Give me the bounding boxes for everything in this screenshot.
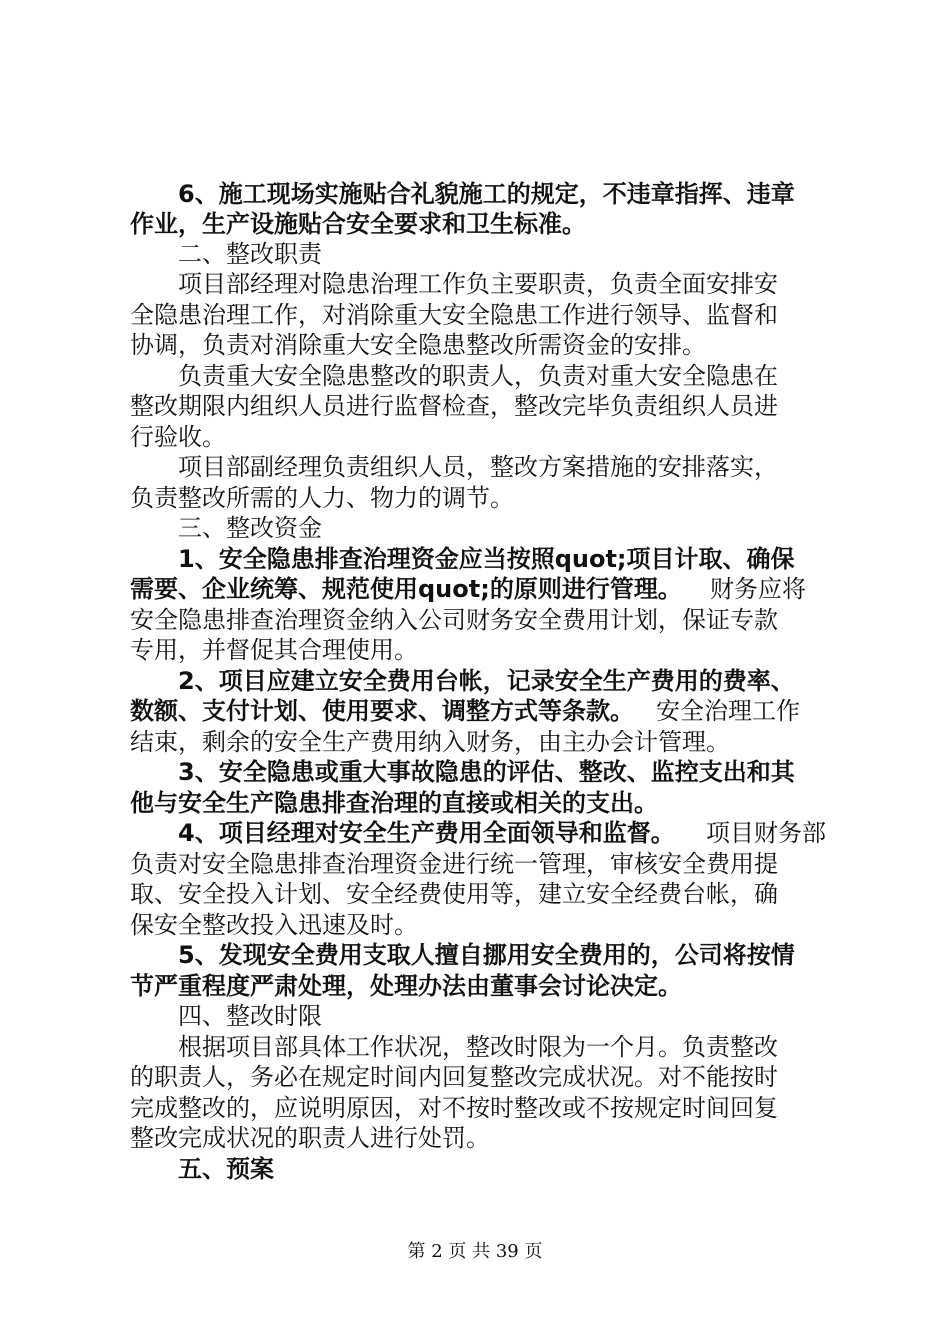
line-text: 项目部副经理负责组织人员，整改方案措施的安排落实， <box>178 453 778 481</box>
line-text: 的职责人，务必在规定时间内回复整改完成状况。对不能按时 <box>130 1063 778 1091</box>
heading-text: 五、预案 <box>178 1155 274 1183</box>
line-text: 6、施工现场实施贴合礼貌施工的规定，不违章指挥、违章 <box>178 180 795 208</box>
line-text: 行验收。 <box>130 423 226 451</box>
line-text: 专用，并督促其合理使用。 <box>130 636 418 664</box>
line-text: 负责对安全隐患排查治理资金进行统一管理，审核安全费用提 <box>130 850 778 878</box>
line-text-normal: 安全治理工作 <box>656 697 800 725</box>
line-text: 保安全整改投入迅速及时。 <box>130 911 418 939</box>
line-text: 整改完成状况的职责人进行处罚。 <box>130 1124 490 1152</box>
line-text: 1、安全隐患排查治理资金应当按照quot;项目计取、确保 <box>178 545 795 573</box>
line-text: 协调，负责对消除重大安全隐患整改所需资金的安排。 <box>130 331 706 359</box>
line-text: 取、安全投入计划、安全经费使用等，建立安全经费台帐，确 <box>130 880 778 908</box>
heading-text: 四、整改时限 <box>178 1002 322 1030</box>
line-text: 项目部经理对隐患治理工作负主要职责，负责全面安排安 <box>178 270 778 298</box>
page-footer: 第 2 页 共 39 页 <box>407 1241 543 1262</box>
line-text: 整改期限内组织人员进行监督检查，整改完毕负责组织人员进 <box>130 392 778 420</box>
line-text: 全隐患治理工作，对消除重大安全隐患工作进行领导、监督和 <box>130 301 778 329</box>
line-text: 5、发现安全费用支取人擅自挪用安全费用的，公司将按情 <box>178 941 795 969</box>
line-text-normal: 项目财务部 <box>706 819 826 847</box>
line-text: 负责重大安全隐患整改的职责人，负责对重大安全隐患在 <box>178 362 778 390</box>
line-text-bold: 4、项目经理对安全生产费用全面领导和监督。 <box>178 819 675 847</box>
line-text: 完成整改的，应说明原因，对不按时整改或不按规定时间回复 <box>130 1094 778 1122</box>
heading-text: 三、整改资金 <box>178 514 322 542</box>
line-text: 安全隐患排查治理资金纳入公司财务安全费用计划，保证专款 <box>130 606 778 634</box>
line-text: 2、项目应建立安全费用台帐，记录安全生产费用的费率、 <box>178 667 795 695</box>
heading-text: 二、整改职责 <box>178 240 322 268</box>
line-text: 节严重程度严肃处理，处理办法由董事会讨论决定。 <box>130 972 682 1000</box>
line-text-bold: 需要、企业统筹、规范使用quot;的原则进行管理。 <box>130 575 682 603</box>
line-text: 负责整改所需的人力、物力的调节。 <box>130 484 514 512</box>
line-text-normal: 财务应将 <box>710 575 806 603</box>
section-heading <box>0 1151 950 1187</box>
line-text: 根据项目部具体工作状况，整改时限为一个月。负责整改 <box>178 1033 778 1061</box>
line-text-bold: 数额、支付计划、使用要求、调整方式等条款。 <box>130 697 634 725</box>
line-text: 作业，生产设施贴合安全要求和卫生标准。 <box>130 210 586 238</box>
line-text: 结束，剩余的安全生产费用纳入财务，由主办会计管理。 <box>130 728 730 756</box>
line-text: 他与安全生产隐患排查治理的直接或相关的支出。 <box>130 789 658 817</box>
line-text: 3、安全隐患或重大事故隐患的评估、整改、监控支出和其 <box>178 758 795 786</box>
